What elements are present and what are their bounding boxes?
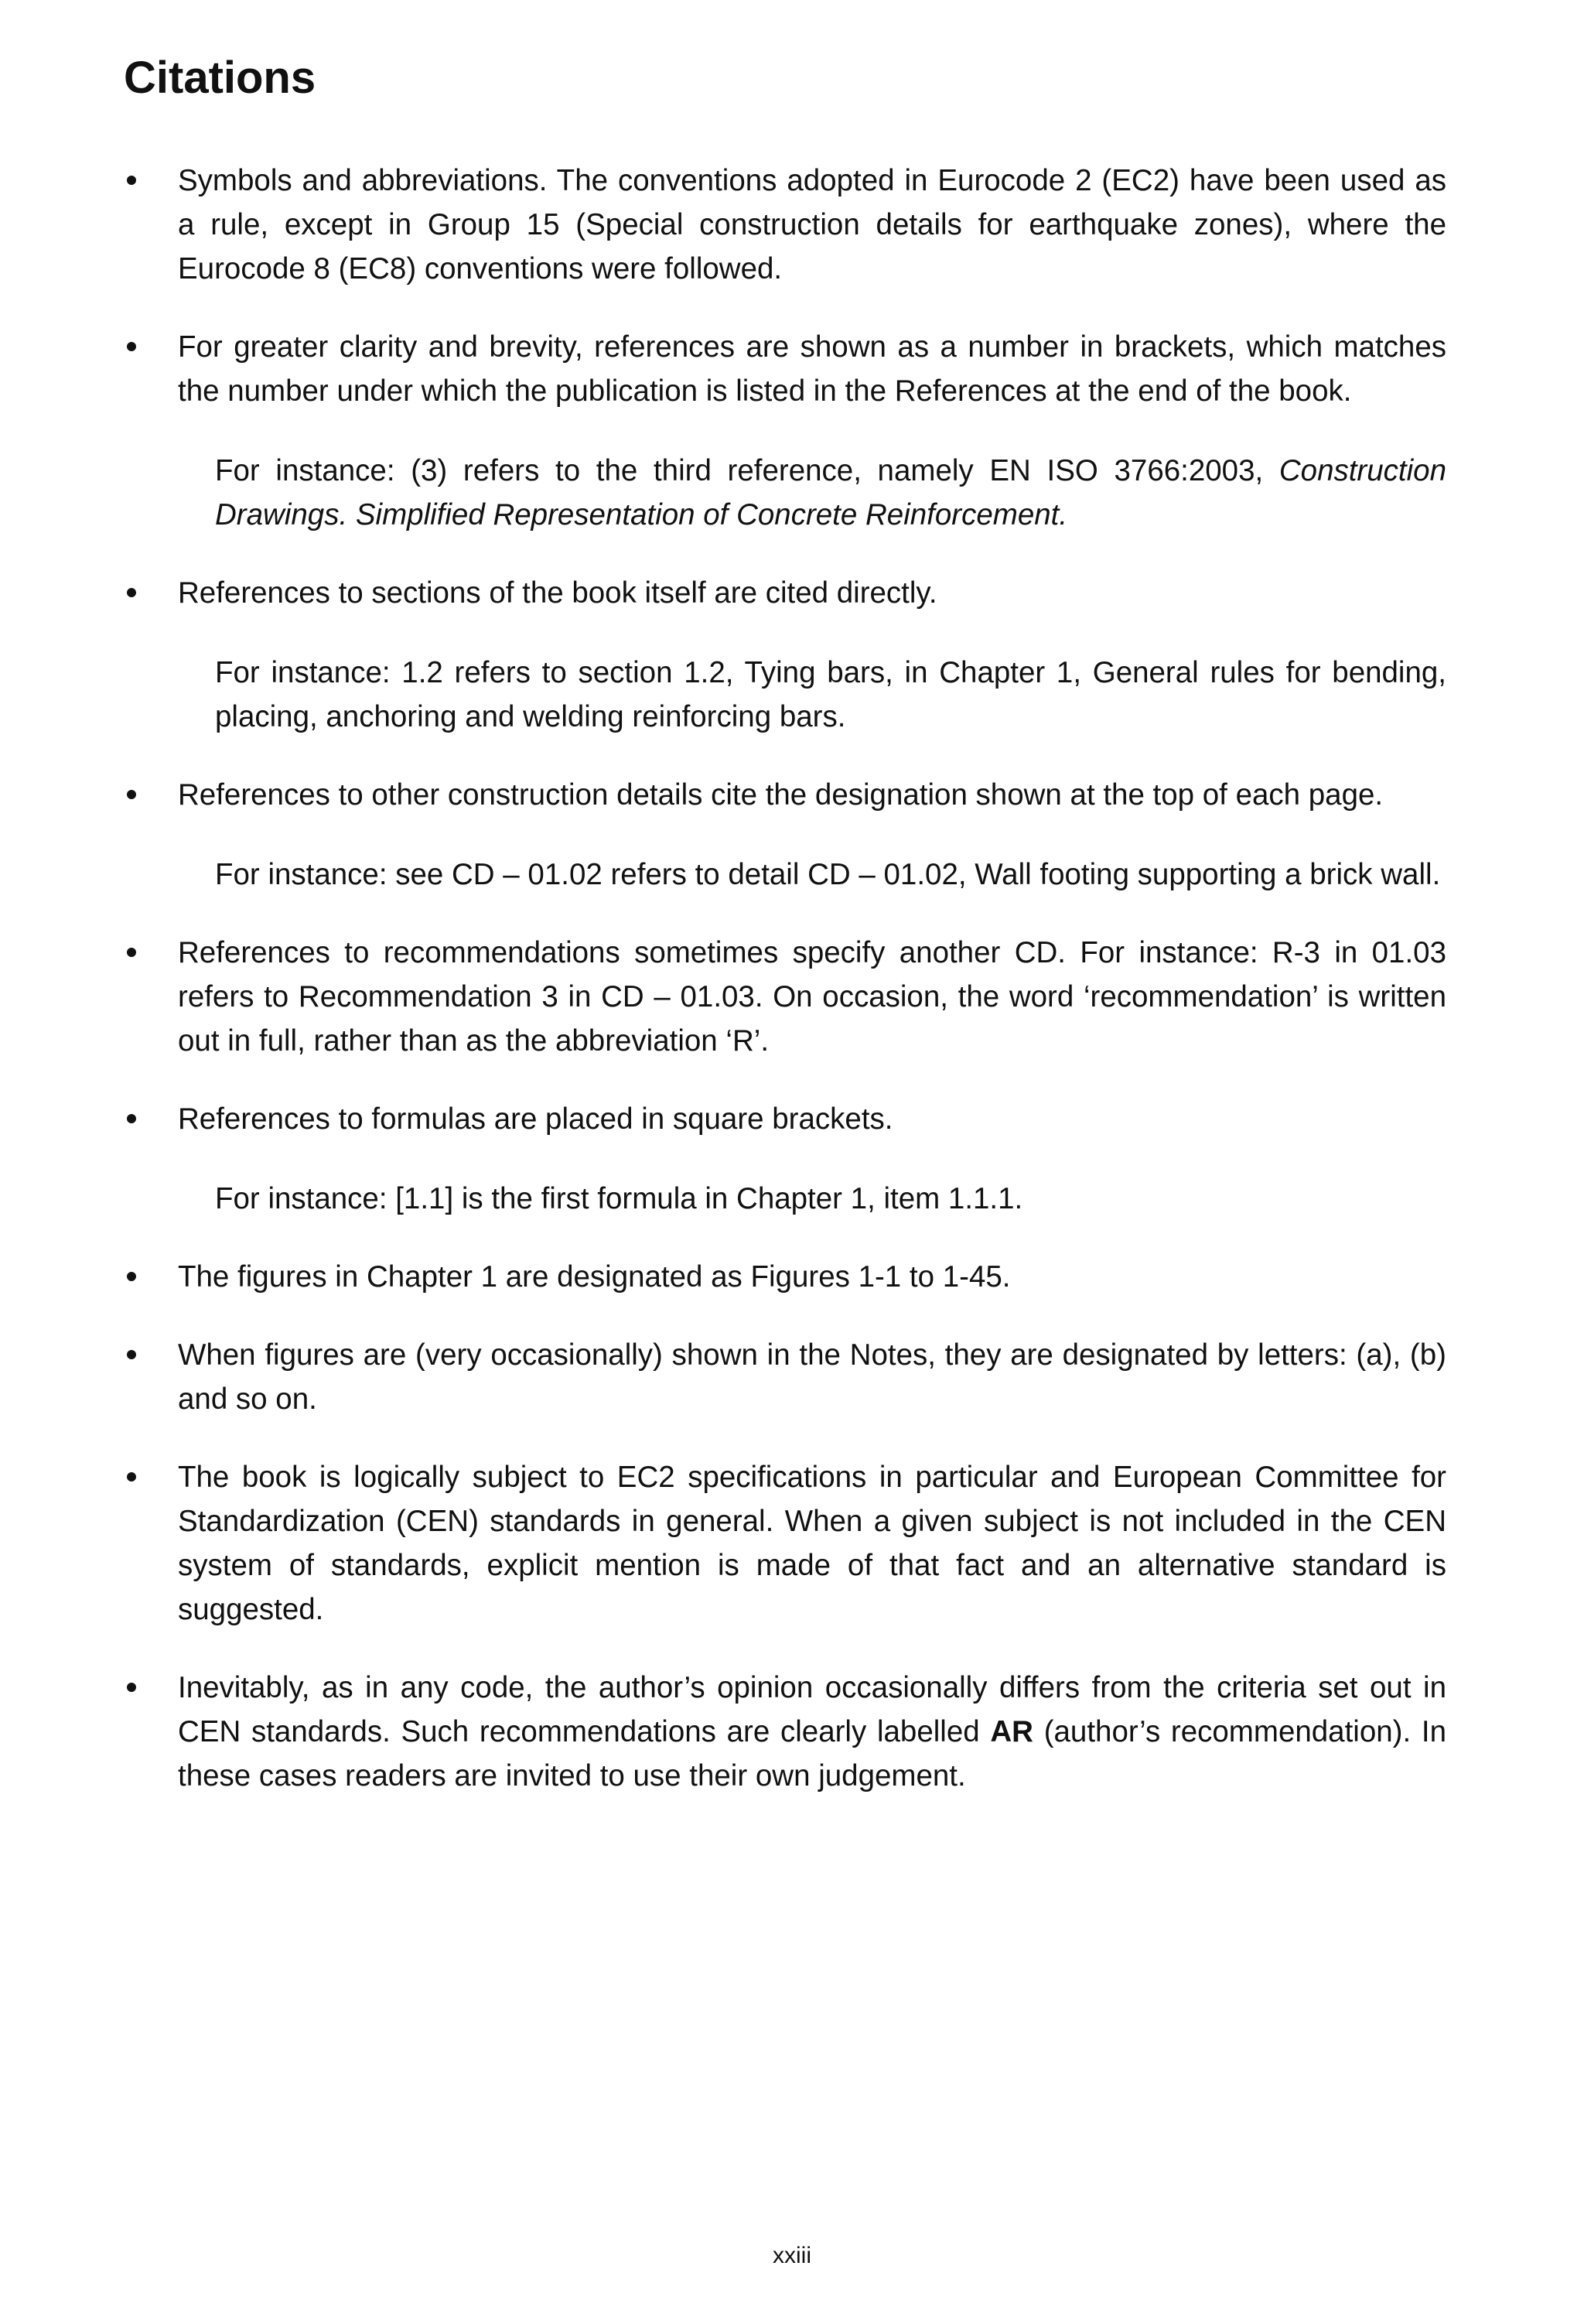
example-text: For instance: see CD – 01.02 refers to detail CD – 01.02, Wall footing supporting a brick wall. [215, 858, 1441, 891]
example-italic-title: Construction Drawings. Simplified Representation of Concrete Reinforcement. [215, 454, 1446, 531]
list-item-references-sections [124, 571, 1446, 739]
list-item-references-details [124, 773, 1446, 897]
example-text: For instance: [1.1] is the first formula in Chapter 1, item 1.1.1. [215, 1182, 1023, 1215]
bullet-icon [127, 176, 136, 185]
list-item-text: For greater clarity and brevity, references are shown as a number in brackets, which matches the number under which the publication is listed in the References at the end of the book. [178, 330, 1446, 408]
list-item-figures [124, 1255, 1446, 1299]
example-prefix: For instance: (3) refers to the third reference, namely EN ISO 3766:2003, [215, 454, 1279, 487]
list-item-text: References to formulas are placed in square brackets. [178, 1102, 893, 1136]
bullet-icon [127, 790, 136, 799]
list-item-text: The figures in Chapter 1 are designated as Figures 1-1 to 1-45. [178, 1260, 1011, 1294]
list-item-references-formulas [124, 1097, 1446, 1221]
bullet-icon [127, 588, 136, 597]
text-after: (author’s recommendation). In these cases readers are invited to use their own judgement. [178, 1715, 1447, 1793]
example-text: For instance: 1.2 refers to section 1.2, Tying bars, in Chapter 1, General rules for bending, placing, anchoring and welding reinforcing bars. [215, 656, 1446, 733]
list-item-text: When figures are (very occasionally) shown in the Notes, they are designated by letters: (a), (b) and so on. [178, 1338, 1446, 1416]
list-item-symbols [124, 159, 1446, 291]
list-item-text: References to recommendations sometimes specify another CD. For instance: R-3 in 01.03 refers to Recommendation 3 in CD – 01.03. On occasion, the word ‘recommendation’ is written out in full, rather than as the abbreviation ‘R’. [178, 936, 1446, 1058]
ar-label: AR [990, 1715, 1033, 1748]
bullet-icon [127, 948, 136, 957]
list-item-text: References to other construction details cite the designation shown at the top of each page. [178, 778, 1384, 812]
list-item-authors-recommendation [124, 1666, 1446, 1798]
example-text [215, 449, 1446, 537]
list-item-references-brackets [124, 325, 1446, 537]
list-item-text: References to sections of the book itself are cited directly. [178, 576, 937, 610]
bullet-icon [127, 1350, 136, 1359]
list-item-text: The book is logically subject to EC2 specifications in particular and European Committee for Standardization (CEN) standards in general. When a given subject is not included in the CEN system of standards, explicit mention is made of that fact and an alternative standard is suggested. [178, 1461, 1446, 1626]
bullet-icon [127, 1472, 136, 1482]
bullet-icon [127, 1683, 136, 1692]
list-item-text: Symbols and abbreviations. The conventions adopted in Eurocode 2 (EC2) have been used as a rule, except in Group 15 (Special construction details for earthquake zones), where the Eurocode 8 (EC8) conventions were followed. [178, 164, 1446, 285]
page-number: xxiii [773, 2243, 811, 2268]
list-item-references-recommendations [124, 931, 1446, 1063]
page-title: Citations [124, 53, 316, 103]
list-item-figures-notes [124, 1333, 1446, 1421]
bullet-icon [127, 342, 136, 351]
bullet-icon [127, 1114, 136, 1123]
bullet-icon [127, 1272, 136, 1281]
citations-list [124, 159, 1446, 1832]
list-item-text [178, 1666, 1446, 1798]
text-before: Inevitably, as in any code, the author’s opinion occasionally differs from the criteria set out in CEN standards. Such recommendations are clearly labelled [178, 1671, 1446, 1748]
list-item-cen-standards [124, 1455, 1446, 1632]
